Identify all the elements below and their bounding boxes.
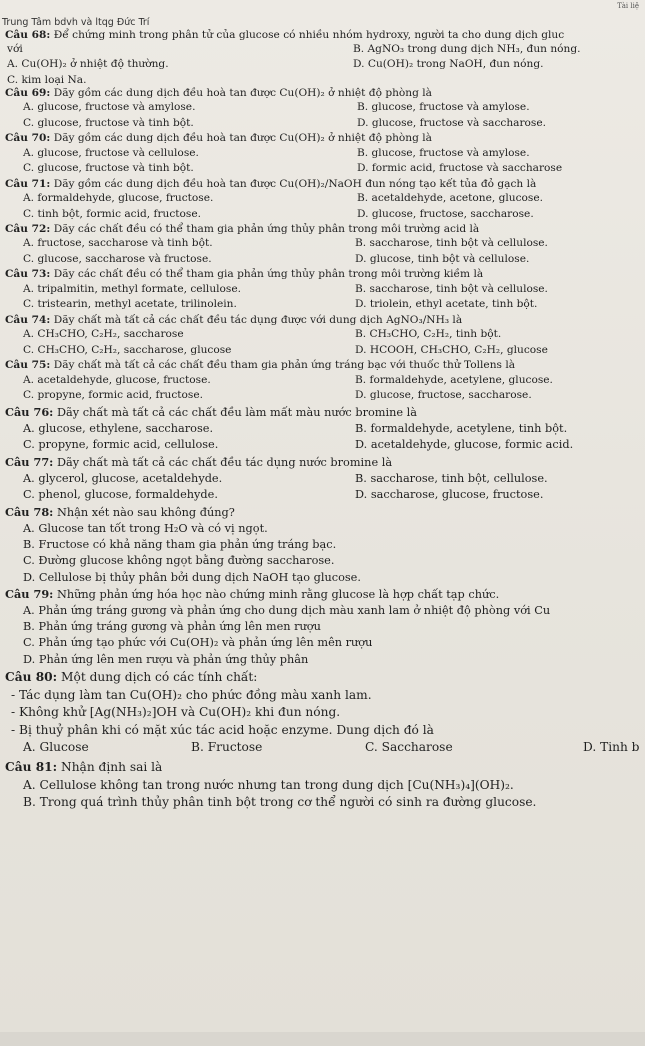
options-row: [5, 161, 645, 177]
option-d: D. glucose, fructose, saccharose.: [355, 389, 532, 402]
option-b: B. saccharose, tinh bột và cellulose.: [355, 282, 548, 295]
options-row: [5, 146, 645, 162]
question-number: Câu 76:: [5, 404, 54, 419]
option-c: C. Đường glucose không ngọt bằng đường saccharose.: [23, 554, 335, 568]
lower-section: [5, 404, 645, 668]
option-b: B. saccharose, tinh bột và cellulose.: [355, 237, 548, 250]
option-c: C. phenol, glucose, formaldehyde.: [23, 488, 218, 502]
question-71: [5, 177, 645, 191]
question-number: Câu 72:: [5, 223, 51, 236]
option-c: C. tinh bột, formic acid, fructose.: [23, 207, 201, 220]
option-b: B. saccharose, tinh bột, cellulose.: [355, 471, 548, 485]
question-stem: Dãy chất mà tất cả các chất đều tham gia phản ứng tráng bạc với thuốc thử Tollens là: [53, 359, 516, 372]
options-row: [5, 373, 645, 389]
option-a: A. Cellulose không tan trong nước nhưng tan trong dung dịch [Cu(NH₃)₄](OH)₂.: [23, 777, 514, 792]
options-row: [5, 57, 645, 73]
option-d: D. Cu(OH)₂ trong NaOH, đun nóng.: [353, 58, 544, 71]
question-stem: Những phản ứng hóa học nào chứng minh rằng glucose là hợp chất tạp chức.: [56, 587, 500, 601]
option-d: D. formic acid, fructose và saccharose: [357, 162, 563, 175]
option-a: A. glycerol, glucose, acetaldehyde.: [23, 471, 223, 485]
question-70: [5, 131, 645, 145]
question-stem: Dãy chất mà tất cả các chất đều tác dụng được với dung dịch AgNO₃/NH₃ là: [53, 313, 463, 326]
options-row: [5, 739, 645, 758]
option-b: B. formaldehyde, acetylene, tinh bột.: [355, 421, 568, 435]
question-79: [5, 586, 645, 603]
option-c: C. Saccharose: [365, 740, 453, 755]
option-a: A. Phản ứng tráng gương và phản ứng cho dung dịch màu xanh lam ở nhiệt độ phòng với Cu: [23, 603, 551, 617]
question-number: Câu 79:: [5, 586, 54, 601]
question-75: [5, 358, 645, 372]
options-row: [5, 343, 645, 359]
option-a: A. glucose, fructose và amylose.: [23, 101, 196, 114]
option-b: B. glucose, fructose và amylose.: [357, 146, 530, 159]
question-stem: Dãy gồm các dung dịch đều hoà tan được Cu(OH)₂ ở nhiệt độ phòng là: [53, 86, 432, 99]
option-c: C. glucose, saccharose và fructose.: [23, 252, 212, 265]
question-stem: Để chứng minh trong phân tử của glucose có nhiều nhóm hydroxy, người ta cho dung dịch gluc: [53, 29, 565, 41]
option-b: B. AgNO₃ trong dung dịch NH₃, đun nóng.: [353, 42, 581, 55]
options-row: [5, 327, 645, 343]
option-d: D. glucose, fructose, saccharose.: [357, 207, 534, 220]
question-stem: Dãy chất mà tất cả các chất đều tác dụng nước bromine là: [56, 455, 393, 469]
options-row: [5, 487, 645, 504]
option-a: A. Glucose tan tốt trong H₂O và có vị ngọt.: [23, 521, 268, 535]
options-row: [5, 471, 645, 488]
options-row: [5, 42, 645, 58]
question-69: [5, 86, 645, 100]
option-b: B. Fructose có khả năng tham gia phản ứng tráng bạc.: [23, 537, 337, 551]
question-list: [5, 28, 645, 812]
property-line: - Bị thuỷ phân khi có mặt xúc tác acid hoặc enzyme. Dung dịch đó là: [11, 722, 434, 737]
question-stem: Dãy các chất đều có thể tham gia phản ứng thủy phân trong môi trường acid là: [53, 223, 480, 236]
option-d: D. glucose, tinh bột và cellulose.: [355, 252, 530, 265]
option-b: B. Phản ứng tráng gương và phản ứng lên men rượu: [23, 620, 321, 634]
option-b: B. glucose, fructose và amylose.: [357, 101, 530, 114]
question-number: Câu 74:: [5, 313, 51, 326]
question-number: Câu 77:: [5, 454, 54, 469]
option-c: C. tristearin, methyl acetate, trilinolein.: [23, 298, 237, 311]
corner-tag: Tài liệ: [617, 2, 639, 10]
option-d: D. triolein, ethyl acetate, tinh bột.: [355, 298, 538, 311]
question-stem-cont: với: [7, 43, 23, 56]
school-header: Trung Tâm bdvh và ltqg Đức Trí: [2, 17, 150, 28]
question-77: [5, 454, 645, 471]
options-row: [5, 100, 645, 116]
option-b: B. acetaldehyde, acetone, glucose.: [357, 192, 544, 205]
property-line: - Tác dụng làm tan Cu(OH)₂ cho phức đồng màu xanh lam.: [11, 687, 372, 702]
question-stem: Nhận định sai là: [61, 760, 163, 775]
option-a: A. acetaldehyde, glucose, fructose.: [23, 373, 211, 386]
question-stem: Dãy gồm các dung dịch đều hoà tan được Cu(OH)₂/NaOH đun nóng tạo kết tủa đỏ gạch là: [53, 177, 537, 190]
option-c: C. propyne, formic acid, cellulose.: [23, 438, 219, 452]
question-stem: Nhận xét nào sau không đúng?: [56, 505, 235, 519]
question-number: Câu 71:: [5, 177, 51, 190]
question-74: [5, 313, 645, 327]
option-a: A. tripalmitin, methyl formate, cellulose.: [23, 282, 241, 295]
option-a: A. formaldehyde, glucose, fructose.: [23, 192, 214, 205]
question-number: Câu 81:: [5, 760, 58, 775]
options-row: [5, 388, 645, 404]
option-d: D. Tinh b: [583, 740, 640, 755]
question-72: [5, 222, 645, 236]
question-68: [5, 28, 645, 42]
option-d: D. Phản ứng lên men rượu và phản ứng thủy phân: [23, 652, 309, 666]
option-a: A. CH₃CHO, C₂H₂, saccharose: [23, 328, 184, 341]
page-edge-shadow: [0, 1032, 645, 1046]
options-row: [5, 421, 645, 438]
option-a: A. Glucose: [23, 740, 89, 755]
options-row: [5, 282, 645, 298]
options-row: [5, 207, 645, 223]
question-76: [5, 404, 645, 421]
question-number: Câu 80:: [5, 670, 58, 685]
options-row: [5, 116, 645, 132]
question-number: Câu 73:: [5, 268, 51, 281]
options-row: [5, 252, 645, 268]
option-d: D. Cellulose bị thủy phân bởi dung dịch NaOH tạo glucose.: [23, 570, 361, 584]
options-row: [5, 297, 645, 313]
option-b: B. Trong quá trình thủy phân tinh bột trong cơ thể người có sinh ra đường glucose.: [23, 795, 537, 810]
option-d: D. saccharose, glucose, fructose.: [355, 488, 544, 502]
question-stem: Một dung dịch có các tính chất:: [61, 670, 258, 685]
option-c: C. glucose, fructose và tinh bột.: [23, 116, 194, 129]
question-number: Câu 75:: [5, 359, 51, 372]
option-a: A. fructose, saccharose và tinh bột.: [23, 237, 213, 250]
property-line: - Không khử [Ag(NH₃)₂]OH và Cu(OH)₂ khi đun nóng.: [11, 705, 341, 720]
question-stem: Dãy các chất đều có thể tham gia phản ứng thủy phân trong môi trường kiềm là: [53, 268, 484, 281]
option-d: D. acetaldehyde, glucose, formic acid.: [355, 438, 574, 452]
question-stem: Dãy chất mà tất cả các chất đều làm mất màu nước bromine là: [56, 405, 418, 419]
option-c: C. CH₃CHO, C₂H₂, saccharose, glucose: [23, 343, 232, 356]
option-b: B. formaldehyde, acetylene, glucose.: [355, 373, 553, 386]
options-row: [5, 73, 645, 86]
question-number: Câu 78:: [5, 504, 54, 519]
question-81: [5, 759, 645, 777]
bottom-section: [5, 669, 645, 812]
option-c: C. Phản ứng tạo phức với Cu(OH)₂ và phản ứng lên mên rượu: [23, 636, 373, 650]
option-c: C. glucose, fructose và tinh bột.: [23, 162, 194, 175]
options-row: [5, 236, 645, 252]
option-b: B. CH₃CHO, C₂H₂, tinh bột.: [355, 328, 502, 341]
option-a: A. glucose, fructose và cellulose.: [23, 146, 199, 159]
option-a: A. Cu(OH)₂ ở nhiệt độ thường.: [7, 58, 169, 71]
question-number: Câu 70:: [5, 132, 51, 145]
option-b: B. Fructose: [191, 740, 263, 755]
question-number: Câu 68:: [5, 29, 51, 41]
option-c: C. propyne, formic acid, fructose.: [23, 389, 203, 402]
option-c: C. kim loại Na.: [7, 73, 87, 86]
options-row: [5, 191, 645, 207]
question-number: Câu 69:: [5, 86, 51, 99]
question-80: [5, 669, 645, 687]
option-a: A. glucose, ethylene, saccharose.: [23, 421, 214, 435]
option-d: D. HCOOH, CH₃CHO, C₂H₂, glucose: [355, 343, 548, 356]
option-d: D. glucose, fructose và saccharose.: [357, 116, 546, 129]
question-stem: Dãy gồm các dung dịch đều hoà tan được Cu(OH)₂ ở nhiệt độ phòng là: [53, 132, 432, 145]
options-row: [5, 437, 645, 454]
question-78: [5, 504, 645, 521]
question-73: [5, 267, 645, 281]
